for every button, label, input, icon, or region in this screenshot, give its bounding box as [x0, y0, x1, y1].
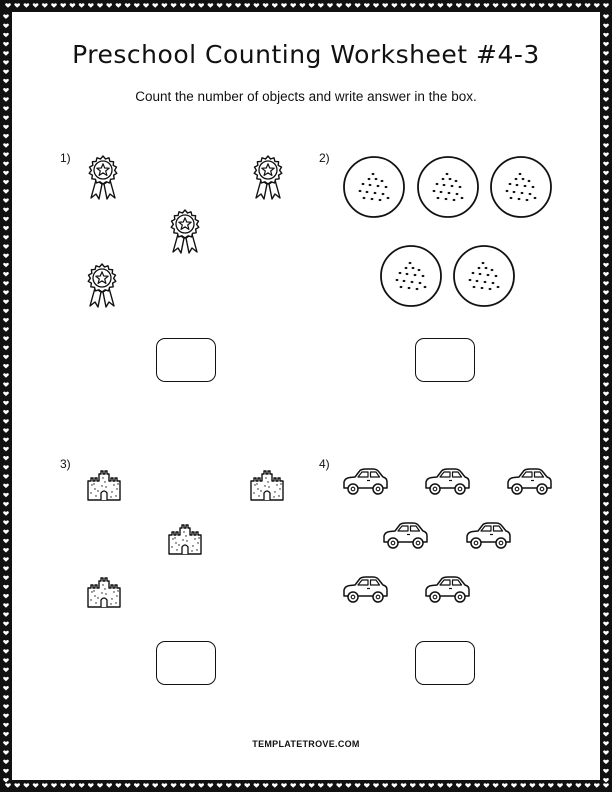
award-ribbon-icon: [85, 154, 121, 202]
car-icon: [423, 574, 471, 606]
answer-box-2[interactable]: [415, 338, 475, 382]
answer-box-1[interactable]: [156, 338, 216, 382]
sandcastle-icon: [249, 468, 285, 502]
cookie-icon: [489, 155, 553, 219]
cookie-icon: [452, 244, 516, 308]
question-1-number: 1): [60, 151, 71, 165]
car-icon: [505, 466, 553, 498]
cookie-icon: [379, 244, 443, 308]
worksheet-title: Preschool Counting Worksheet #4-3: [72, 40, 540, 69]
award-ribbon-icon: [167, 208, 203, 256]
car-icon: [381, 520, 429, 552]
sandcastle-icon: [86, 468, 122, 502]
answer-box-4[interactable]: [415, 641, 475, 685]
sandcastle-icon: [167, 522, 203, 556]
question-3-number: 3): [60, 457, 71, 471]
car-icon: [341, 466, 389, 498]
worksheet-instructions: Count the number of objects and write answer in the box.: [135, 89, 477, 104]
site-footer: TEMPLATETROVE.COM: [252, 739, 360, 749]
cookie-icon: [342, 155, 406, 219]
car-icon: [464, 520, 512, 552]
award-ribbon-icon: [84, 262, 120, 310]
question-2-number: 2): [319, 151, 330, 165]
question-4-number: 4): [319, 457, 330, 471]
answer-box-3[interactable]: [156, 641, 216, 685]
cookie-icon: [416, 155, 480, 219]
sandcastle-icon: [86, 575, 122, 609]
award-ribbon-icon: [250, 154, 286, 202]
car-icon: [423, 466, 471, 498]
car-icon: [341, 574, 389, 606]
